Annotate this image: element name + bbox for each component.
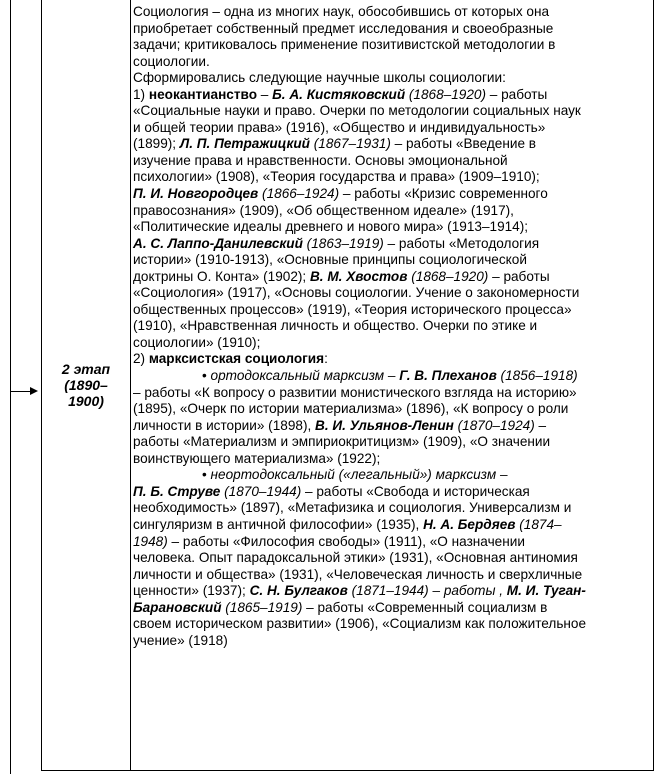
text-segment: 1948) (133, 533, 168, 549)
text-segment: личности в истории» (1898), (133, 417, 316, 433)
text-segment: истории» (1910-1913), «Основные принципы социологической (133, 252, 527, 268)
text-segment: Б. А. Кистяковский (272, 86, 406, 102)
text-segment: учение» (1918) (133, 632, 228, 648)
text-segment: – работы «К вопросу о развитии монистического взгляда на историю» (133, 384, 577, 400)
text-line (133, 567, 651, 584)
text-segment: М. И. Туган- (503, 583, 586, 599)
text-line (133, 302, 651, 319)
text-line (133, 633, 651, 650)
text-segment: – работы (486, 86, 548, 102)
text-segment: (1863–1919) (302, 235, 384, 251)
text-segment: П. Б. Струве (133, 483, 221, 499)
text-segment: ценности» (1937); (133, 583, 250, 599)
text-segment: необходимость» (1897), «Метафизика и социология. Универсализм и (133, 500, 572, 516)
text-segment: 2) (133, 351, 149, 367)
text-line (133, 4, 651, 21)
text-line (133, 153, 651, 170)
text-line (133, 434, 651, 451)
text-segment: (1895), «Очерк по истории материализма» (1896), «К вопросу о роли (133, 401, 569, 417)
text-segment: марксистская социология (148, 351, 325, 367)
text-line (133, 583, 651, 600)
text-line (133, 103, 651, 120)
text-line (133, 616, 651, 633)
text-segment: – работы «Методология (383, 235, 540, 251)
text-segment: – (384, 368, 400, 384)
text-segment: социологии. (133, 53, 210, 69)
text-segment: • (202, 368, 211, 384)
text-line (133, 21, 651, 38)
text-line (133, 600, 651, 617)
stage-label: 2 этап (1890– 1900) (61, 361, 111, 409)
text-segment: доктрины О. Конта» (1902); (133, 268, 310, 284)
text-line (133, 451, 651, 468)
text-line (133, 285, 651, 302)
text-line (133, 368, 651, 385)
content-cell (130, 0, 654, 771)
text-line (133, 87, 651, 104)
text-segment: «Политические идеалы древнего и нового мира» (1913–1914); (133, 219, 529, 235)
text-line (133, 136, 651, 153)
text-segment: – работы «Свобода и историческая (301, 483, 530, 499)
text-line (133, 550, 651, 567)
text-line (133, 500, 651, 517)
text-segment: Г. В. Плеханов (399, 368, 497, 384)
text-segment: – работы «Философия свободы» (1911), «О назначении (167, 533, 525, 549)
text-segment: В. И. Ульянов-Ленин (315, 417, 454, 433)
text-segment: – работы «Современный социализм в (302, 599, 548, 615)
text-segment: (1910), «Нравственная личность и общество. Очерки по этике и (133, 318, 538, 334)
text-segment: Н. А. Бердяев (423, 516, 516, 532)
text-segment: – работы «Введение в (390, 136, 537, 152)
text-segment: С. Н. Булгаков (249, 583, 348, 599)
text-segment: (1871–1944) – работы , (347, 583, 504, 599)
text-segment: Сформировались следующие научные школы социологии: (133, 70, 506, 86)
text-line (133, 418, 651, 435)
text-segment: – работы (488, 268, 550, 284)
text-segment: – работы «Кризис современного (339, 186, 548, 202)
text-segment: (1867–1931) (309, 136, 391, 152)
text-segment: (1868–1920) (405, 86, 486, 102)
text-line (133, 54, 651, 71)
text-segment: Социология – одна из многих наук, обособившись от которых она (133, 4, 550, 19)
text-segment: приобретает собственный предмет исследования и своеобразные (133, 20, 554, 36)
content-text (133, 4, 651, 649)
text-segment: А. С. Лаппо-Данилевский (133, 235, 303, 251)
text-segment: Л. П. Петражицкий (179, 136, 310, 152)
text-segment: : (324, 351, 328, 367)
text-segment: «Социология» (1917), «Основы социологии. Учение о закономерности (133, 285, 580, 301)
text-line (133, 534, 651, 551)
text-line (133, 186, 651, 203)
text-segment: (1866–1924) (258, 186, 340, 202)
text-line (133, 401, 651, 418)
text-segment: изучение права и нравственности. Основы эмоциональной (133, 152, 508, 168)
text-segment: • (202, 467, 211, 483)
text-segment: (1870–1944) (220, 483, 302, 499)
text-line (133, 517, 651, 534)
text-segment: и общей теории права» (1916), «Общество и индивидуальность» (133, 119, 546, 135)
arrow-connector (10, 391, 32, 392)
text-line (133, 169, 651, 186)
text-segment: психологии» (1908), «Теория государства и права» (1909–1910); (133, 169, 540, 185)
text-segment: человека. Опыт парадоксальной этики» (1931), «Основная антиномия (133, 550, 578, 566)
text-segment: (1856–1918) (496, 368, 578, 384)
text-segment: своем историческом развитии» (1906), «Социализм как положительное (133, 616, 587, 632)
text-segment: (1865–1919) (221, 599, 303, 615)
text-line (133, 351, 651, 368)
stage-cell (41, 0, 131, 771)
text-line (133, 219, 651, 236)
text-line (133, 120, 651, 137)
text-line (133, 385, 651, 402)
text-segment: В. М. Хвостов (309, 268, 408, 284)
text-segment: – (534, 417, 547, 433)
text-segment: (1870–1924) (453, 417, 535, 433)
text-segment: «Социальные науки и право. Очерки по методологии социальных наук (133, 103, 581, 119)
text-segment: Барановский (133, 599, 222, 615)
text-segment: сингуляризм в античной философии» (1935), (133, 516, 424, 532)
text-segment: (1899); (133, 136, 180, 152)
text-segment: П. И. Новгородцев (133, 186, 259, 202)
text-segment: неортодоксальный («легальный») марксизм – (210, 467, 508, 483)
text-line (133, 203, 651, 220)
text-line (133, 236, 651, 253)
timeline-line (10, 0, 11, 774)
text-segment: неокантианство (148, 86, 258, 102)
text-line (133, 318, 651, 335)
text-segment: воинствующего материализма» (1922); (133, 450, 381, 466)
text-segment: правосознания» (1909), «Об общественном идеале» (1917), (133, 202, 514, 218)
text-segment: – (257, 86, 273, 102)
text-segment: социологии» (1910); (133, 334, 261, 350)
text-segment: личности и общества» (1931), «Человеческая личность и сверхличные (133, 566, 583, 582)
text-segment: работы «Материализм и эмпириокритицизм» (1909), «О значении (133, 434, 551, 450)
text-line (133, 37, 651, 54)
text-line (133, 484, 651, 501)
text-segment: 1) (133, 86, 149, 102)
text-segment: (1874– (515, 516, 562, 532)
text-line (133, 467, 651, 484)
text-segment: задачи; критиковалось применение позитивистской методологии в (133, 37, 556, 53)
text-segment: ортодоксальный марксизм (210, 368, 385, 384)
arrow-right-icon (30, 387, 38, 395)
text-line (133, 70, 651, 87)
text-segment: общественных процессов» (1919), «Теория исторического процесса» (133, 301, 572, 317)
text-line (133, 252, 651, 269)
text-line (133, 335, 651, 352)
text-line (133, 269, 651, 286)
text-segment: (1868–1920) (407, 268, 489, 284)
